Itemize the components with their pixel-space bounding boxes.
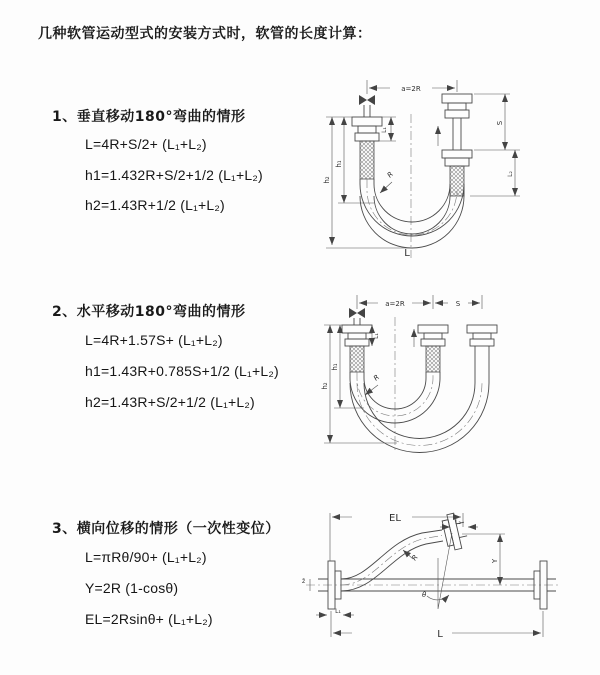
section3-formula-l: L=πRθ/90+ (L₁+L₂): [85, 549, 207, 565]
dim-label-y: Y: [491, 558, 499, 564]
hose-curved-centerline: [341, 536, 442, 586]
section3-formula-y: Y=2R (1-cosθ): [85, 580, 179, 596]
hose-centerline-moved: [357, 383, 482, 446]
dim-label-h2: h₂: [321, 382, 329, 390]
radius-leader-arrow: [380, 182, 392, 193]
dim-ext-lines: [357, 295, 482, 309]
dim-label-l2: L₂: [455, 519, 461, 526]
dim-label-l: L: [437, 629, 443, 640]
dim-label-s: S: [455, 300, 461, 308]
dim-label-el: EL: [389, 513, 401, 524]
diagram-lateral-displacement: [300, 503, 600, 648]
flange: [442, 150, 472, 158]
flange: [355, 133, 379, 141]
flange-nut: [448, 103, 466, 110]
valve-icon: [359, 95, 375, 105]
section1-formula-h1: h1=1.432R+S/2+1/2 (L₁+L₂): [85, 167, 263, 183]
dim-label-h2: h₂: [323, 176, 331, 184]
dim-label-a2r: a=2R: [401, 85, 421, 93]
dim-label-a2r: a=2R: [385, 300, 405, 308]
flange-assembly-left: [342, 325, 372, 372]
center-mark-label: z̄: [302, 578, 306, 585]
diagram-horizontal-180-bend: [312, 283, 590, 458]
section1-heading: 1、垂直移动180°弯曲的情形: [52, 109, 246, 125]
section2-formula-h2: h2=1.43R+S/2+1/2 (L₁+L₂): [85, 394, 255, 410]
flange: [352, 117, 382, 126]
dim-label-h1: h₁: [335, 160, 343, 168]
dim-label-l1: L₁: [373, 333, 380, 339]
dim-label-l: L: [404, 248, 410, 259]
section3-formula-el: EL=2Rsinθ+ (L₁+L₂): [85, 611, 213, 627]
flange-assembly-right: [467, 325, 497, 383]
dim-label-l2: L₂: [507, 171, 514, 177]
dim-label-s: S: [496, 120, 504, 126]
flange-tilted: [441, 511, 470, 551]
dim-label-l1: L₁: [335, 608, 341, 615]
hose-curved-wall: [341, 530, 442, 579]
radius-leader-arrow: [365, 385, 378, 395]
dim-label-l1: L₁: [381, 127, 388, 133]
section2-formula-h1: h1=1.43R+0.785S+1/2 (L₁+L₂): [85, 363, 279, 379]
dim-ext: [470, 94, 520, 196]
hose-wall: [374, 179, 450, 222]
flange: [442, 94, 472, 103]
valve-icon: [349, 308, 365, 318]
flange: [445, 110, 469, 118]
section1-formula-h2: h2=1.43R+1/2 (L₁+L₂): [85, 197, 225, 213]
section3-heading: 3、横向位移的情形（一次性变位）: [52, 521, 280, 537]
radius-label: R: [410, 553, 420, 563]
pipe-stub: [364, 105, 370, 117]
angle-construction-lines: [438, 533, 452, 609]
hose-wall-moved: [364, 383, 475, 439]
pipe-stub: [354, 318, 360, 325]
hose-centerline: [367, 179, 457, 235]
section1-formula-l: L=4R+S/2+ (L₁+L₂): [85, 136, 207, 152]
diagram-vertical-180-bend: [312, 72, 592, 267]
flange-nut: [358, 126, 376, 133]
braided-hose-section: [360, 141, 374, 179]
hose-wall-moved: [350, 383, 489, 453]
flange-assembly-middle: [418, 325, 448, 372]
section2-formula-l: L=4R+1.57S+ (L₁+L₂): [85, 332, 223, 348]
flange: [445, 158, 469, 166]
pipe: [453, 118, 461, 150]
section2-heading: 2、水平移动180°弯曲的情形: [52, 304, 246, 320]
radius-label: R: [385, 170, 395, 180]
page-title: 几种软管运动型式的安装方式时，软管的长度计算：: [38, 26, 372, 42]
angle-label-theta: θ: [422, 591, 427, 599]
dim-label-h1: h₁: [331, 363, 339, 371]
radius-label: R: [372, 373, 382, 383]
